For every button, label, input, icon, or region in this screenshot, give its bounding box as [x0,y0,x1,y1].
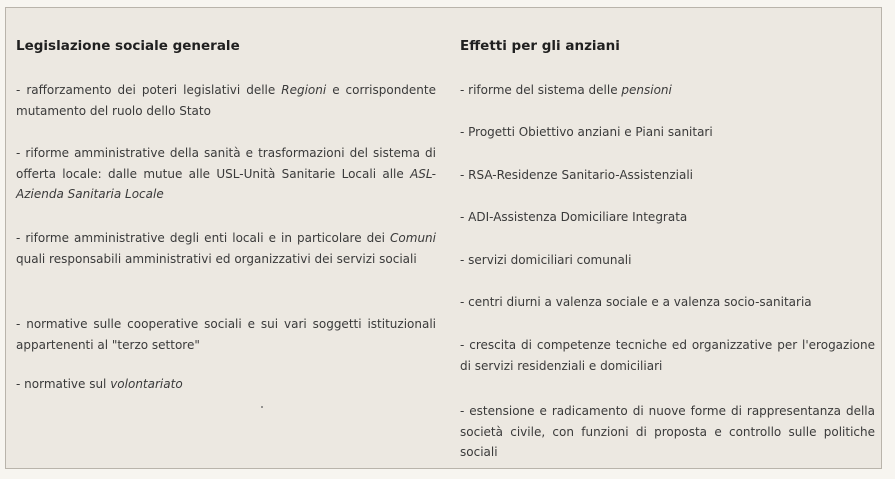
list-item: - crescita di competenze tecniche ed organizzative per l'erogazione di servizi residenziali e domiciliari [460,338,875,373]
list-item: - estensione e radicamento di nuove forme di rappresentanza della società civile, con funzioni di proposta e controllo sulle politiche sociali [460,404,875,459]
list-item: - servizi domiciliari comunali [460,253,632,267]
list-item: - riforme amministrative della sanità e trasformazioni del sistema di offerta locale: dalle mutue alle USL-Unità Sanitarie Locali alle ASL- Azienda Sanitaria Locale [16,146,436,201]
list-item: - centri diurni a valenza sociale e a valenza socio-sanitaria [460,295,812,309]
list-item: - riforme amministrative degli enti locali e in particolare dei Comuni quali responsabili amministrativi ed organizzativi dei servizi sociali [16,231,436,266]
list-item: - riforme del sistema delle pensioni [460,83,672,97]
document-table [5,7,882,469]
list-item: - rafforzamento dei poteri legislativi delle Regioni e corrispondente mutamento del ruolo dello Stato [16,83,436,118]
left-column-heading: Legislazione sociale generale [16,38,240,54]
list-item: - normative sulle cooperative sociali e sui vari soggetti istituzionali appartenenti al "terzo settore" [16,317,436,352]
right-column-heading: Effetti per gli anziani [460,38,620,54]
list-item: - ADI-Assistenza Domiciliare Integrata [460,210,688,224]
list-item: - normative sul volontariato [16,377,183,391]
list-item: - Progetti Obiettivo anziani e Piani sanitari [460,125,713,139]
list-item: - RSA-Residenze Sanitario-Assistenziali [460,168,693,182]
stray-dot [261,406,263,408]
